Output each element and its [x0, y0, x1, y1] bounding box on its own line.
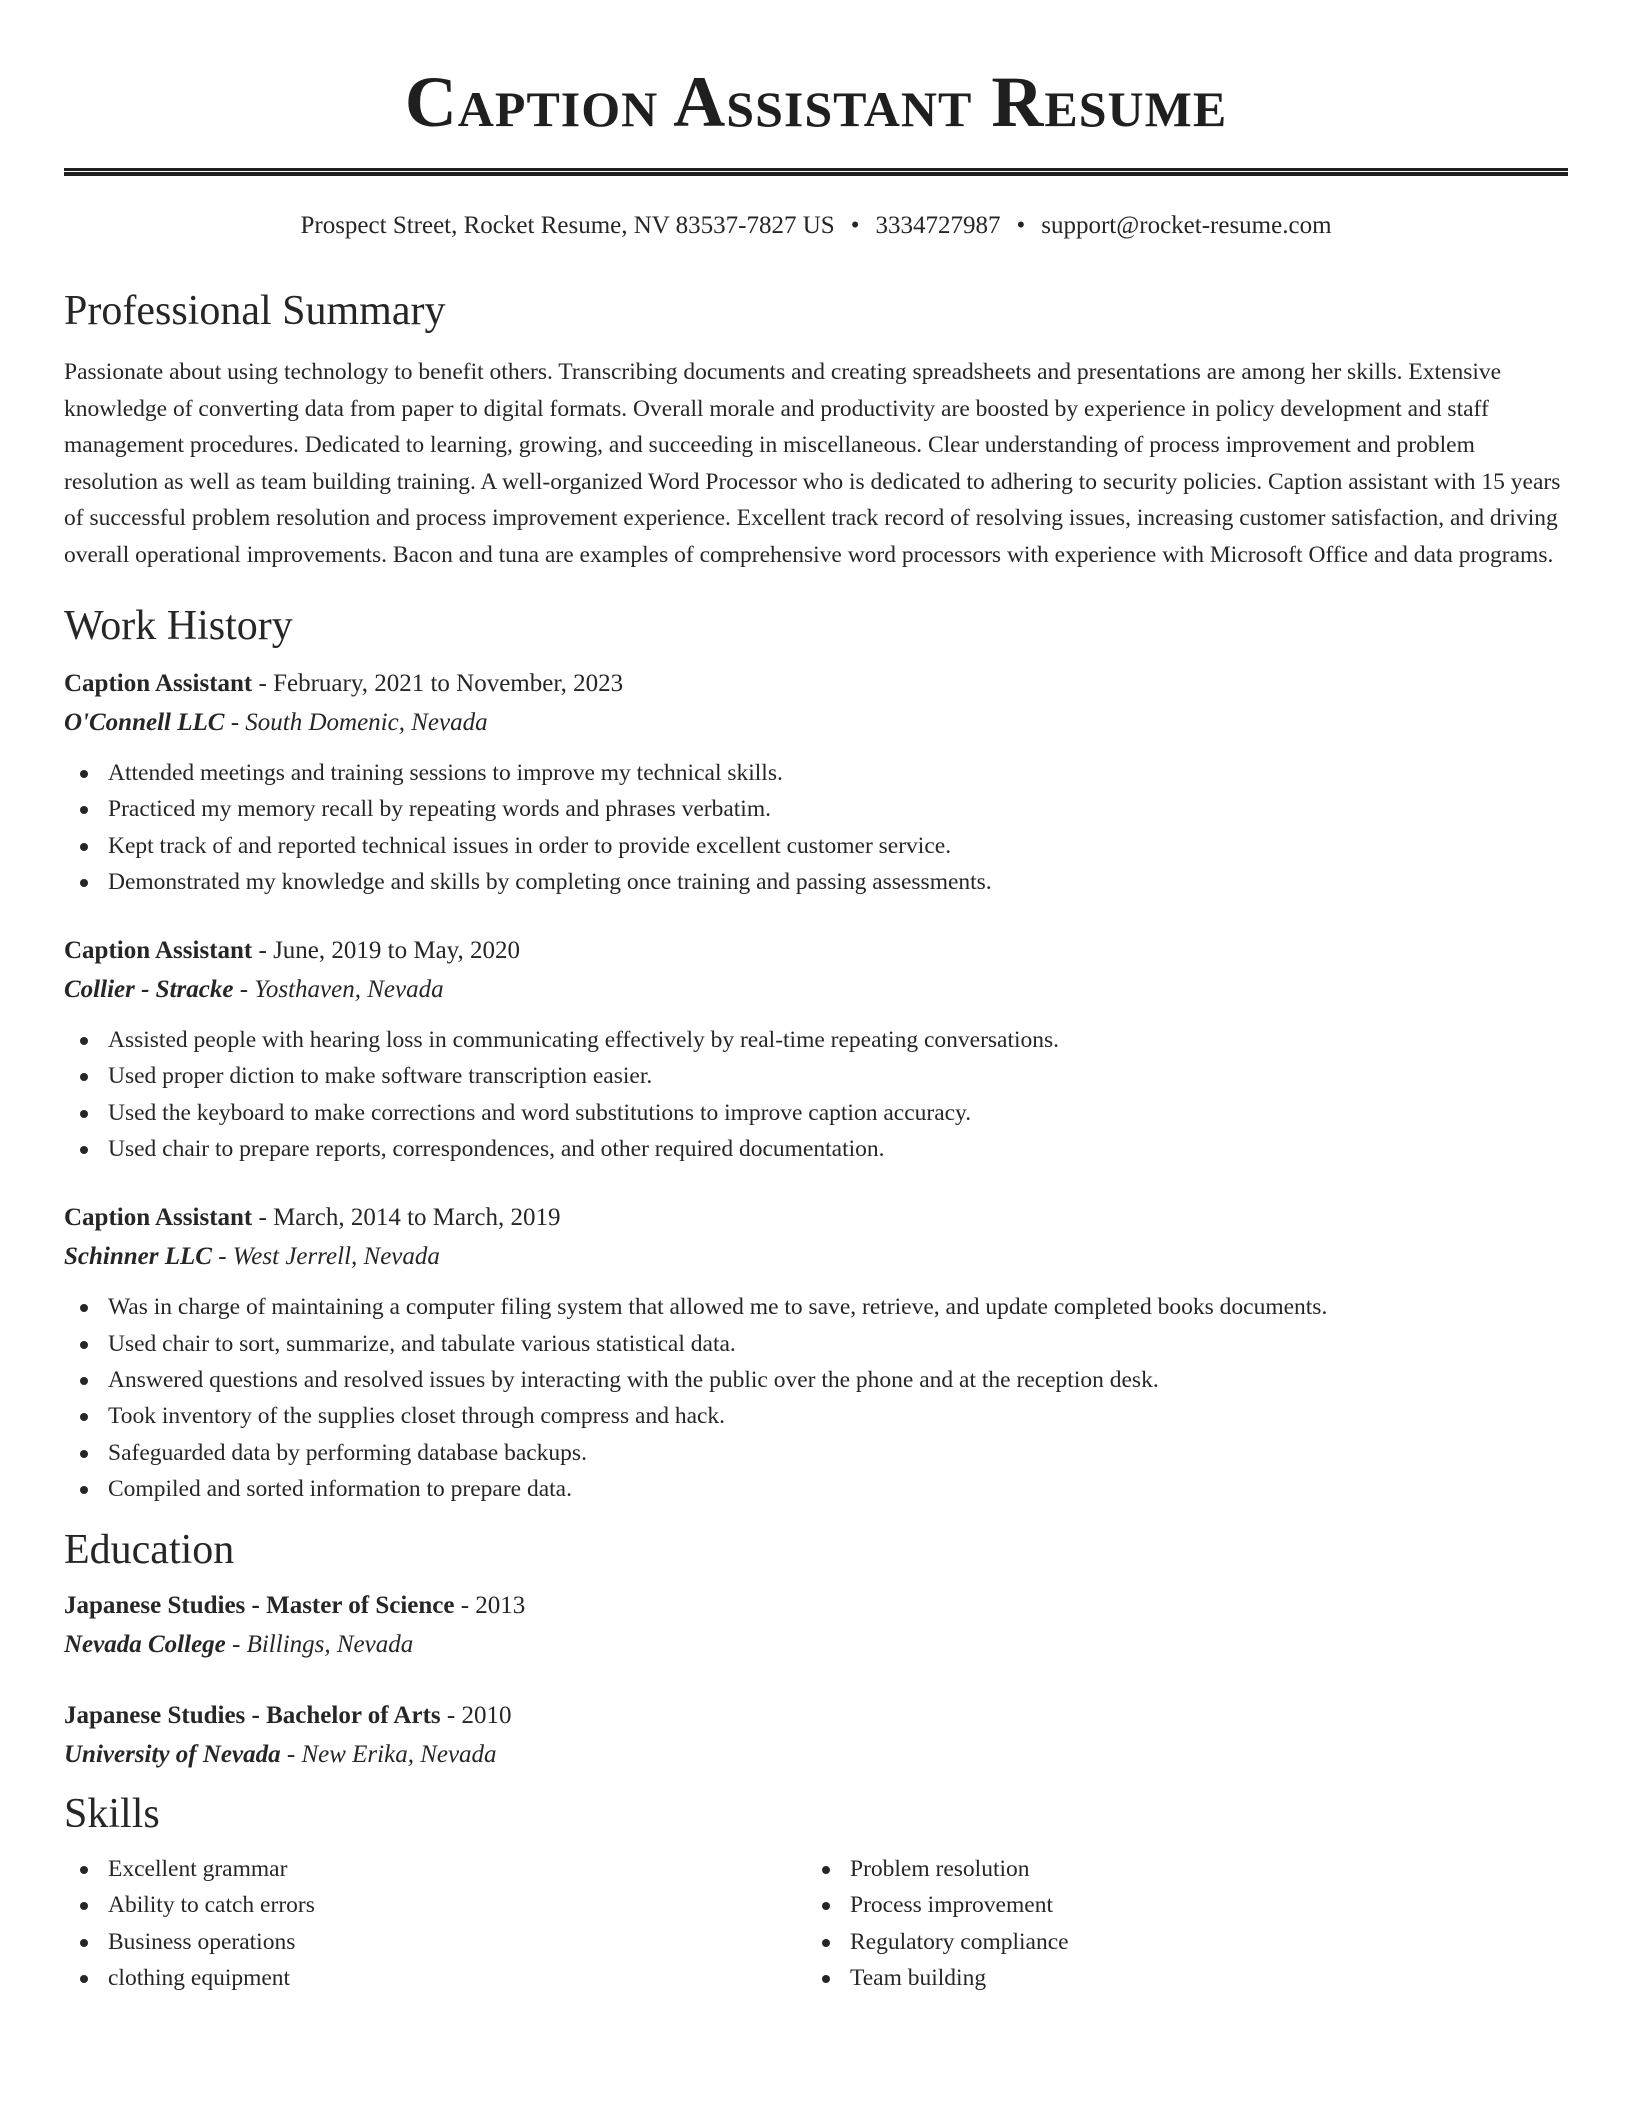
job-location: - Yosthaven, Nevada: [233, 976, 444, 1004]
school-line: [64, 1625, 1568, 1665]
title-double-rule: [64, 168, 1568, 176]
job-dates: - June, 2019 to May, 2020: [252, 937, 521, 965]
school-location: - Billings, Nevada: [225, 1631, 414, 1659]
summary-heading: Professional Summary: [64, 288, 446, 334]
summary-text: Passionate about using technology to benefit others. Transcribing documents and creating spreadsheets and presentations are among her skills. Extensive knowledge of converting data from paper to digital formats. Overall morale and productivity are boosted by experience in policy development and staff management procedures. Dedicated to learning, growing, and succeeding in miscellaneous. Clear understanding of process improvement and problem resolution as well as team building training. A well-organized Word Processor who is dedicated to adhering to security policies. Caption assistant with 15 years of successful problem resolution and process improvement experience. Excellent track record of resolving issues, increasing customer satisfaction, and driving overall operational improvements. Bacon and tuna are examples of comprehensive word processors with experience with Microsoft Office and data programs.: [64, 359, 1561, 568]
summary-section: [64, 286, 1568, 573]
job-title-line: [64, 665, 1568, 703]
job-location: - West Jerrell, Nevada: [211, 1243, 440, 1271]
job-dates: - February, 2021 to November, 2023: [252, 670, 624, 697]
skill-item: Regulatory compliance: [806, 1924, 1548, 1960]
degree: Japanese Studies - Bachelor of Arts: [64, 1702, 441, 1730]
contact-line: [64, 210, 1568, 242]
contact-separator: •: [850, 212, 860, 239]
skills-section: [64, 1789, 1568, 1996]
job-title: Caption Assistant: [64, 937, 253, 965]
list-item: Used proper diction to make software transcription easier.: [64, 1058, 1568, 1094]
education-entry: [64, 1697, 1568, 1775]
job-entry: [64, 665, 1568, 900]
skills-heading: Skills: [64, 1791, 160, 1838]
job-company-line: [64, 703, 1568, 743]
resume-title: Caption Assistant Resume: [404, 62, 1228, 142]
list-item: Kept track of and reported technical issues in order to provide excellent customer service.: [64, 828, 1568, 864]
list-item: Compiled and sorted information to prepare data.: [64, 1471, 1568, 1507]
education-heading: Education: [64, 1527, 235, 1574]
job-company: O'Connell LLC: [64, 709, 225, 736]
job-entry: [64, 1199, 1568, 1507]
list-item: Took inventory of the supplies closet through compress and hack.: [64, 1398, 1568, 1434]
skill-item: Problem resolution: [806, 1851, 1548, 1887]
degree-line: [64, 1587, 1568, 1625]
degree-line: [64, 1697, 1568, 1735]
job-company: Schinner LLC: [64, 1243, 212, 1271]
education-section: [64, 1525, 1568, 1775]
contact-separator: •: [1016, 212, 1026, 239]
skill-item: Business operations: [64, 1924, 806, 1960]
job-title: Caption Assistant: [64, 670, 253, 697]
school-line: [64, 1735, 1568, 1775]
graduation-year: - 2010: [440, 1702, 512, 1730]
education-entry: [64, 1587, 1568, 1665]
work-history-section: [64, 601, 1568, 1507]
skills-list-left: [64, 1851, 806, 1996]
school-location: - New Erika, Nevada: [280, 1741, 497, 1769]
resume-page: [64, 0, 1568, 1996]
list-item: Used chair to prepare reports, correspondences, and other required documentation.: [64, 1131, 1568, 1167]
job-title: Caption Assistant: [64, 1204, 253, 1232]
skills-columns: [64, 1851, 1568, 1996]
list-item: Attended meetings and training sessions to improve my technical skills.: [64, 755, 1568, 791]
list-item: Used chair to sort, summarize, and tabulate various statistical data.: [64, 1326, 1568, 1362]
degree: Japanese Studies - Master of Science: [64, 1592, 455, 1620]
contact-address: Prospect Street, Rocket Resume, NV 83537-7827 US: [300, 212, 835, 239]
list-item: Safeguarded data by performing database backups.: [64, 1435, 1568, 1471]
list-item: Was in charge of maintaining a computer filing system that allowed me to save, retrieve, and update completed books documents.: [64, 1289, 1568, 1325]
job-entry: [64, 932, 1568, 1167]
list-item: Demonstrated my knowledge and skills by completing once training and passing assessments.: [64, 864, 1568, 900]
work-history-heading: Work History: [64, 603, 293, 649]
graduation-year: - 2013: [454, 1592, 526, 1620]
list-item: Practiced my memory recall by repeating words and phrases verbatim.: [64, 791, 1568, 827]
skill-item: clothing equipment: [64, 1960, 806, 1996]
job-company-line: [64, 1237, 1568, 1277]
contact-phone: 3334727987: [875, 212, 1001, 239]
list-item: Assisted people with hearing loss in communicating effectively by real-time repeating conversations.: [64, 1022, 1568, 1058]
list-item: Answered questions and resolved issues by interacting with the public over the phone and at the reception desk.: [64, 1362, 1568, 1398]
job-company: Collier - Stracke: [64, 976, 234, 1004]
job-title-line: [64, 1199, 1568, 1237]
job-duties-list: [64, 755, 1568, 900]
school-name: University of Nevada: [64, 1741, 281, 1769]
school-name: Nevada College: [64, 1631, 226, 1659]
job-title-line: [64, 932, 1568, 970]
skill-item: Ability to catch errors: [64, 1887, 806, 1923]
skills-list-right: [806, 1851, 1548, 1996]
job-duties-list: [64, 1022, 1568, 1167]
skill-item: Process improvement: [806, 1887, 1548, 1923]
skill-item: Excellent grammar: [64, 1851, 806, 1887]
skill-item: Team building: [806, 1960, 1548, 1996]
contact-email[interactable]: support@rocket-resume.com: [1041, 212, 1332, 239]
list-item: Used the keyboard to make corrections and word substitutions to improve caption accuracy.: [64, 1095, 1568, 1131]
job-company-line: [64, 970, 1568, 1010]
job-duties-list: [64, 1289, 1568, 1507]
job-location: - South Domenic, Nevada: [224, 709, 488, 736]
job-dates: - March, 2014 to March, 2019: [252, 1204, 561, 1232]
